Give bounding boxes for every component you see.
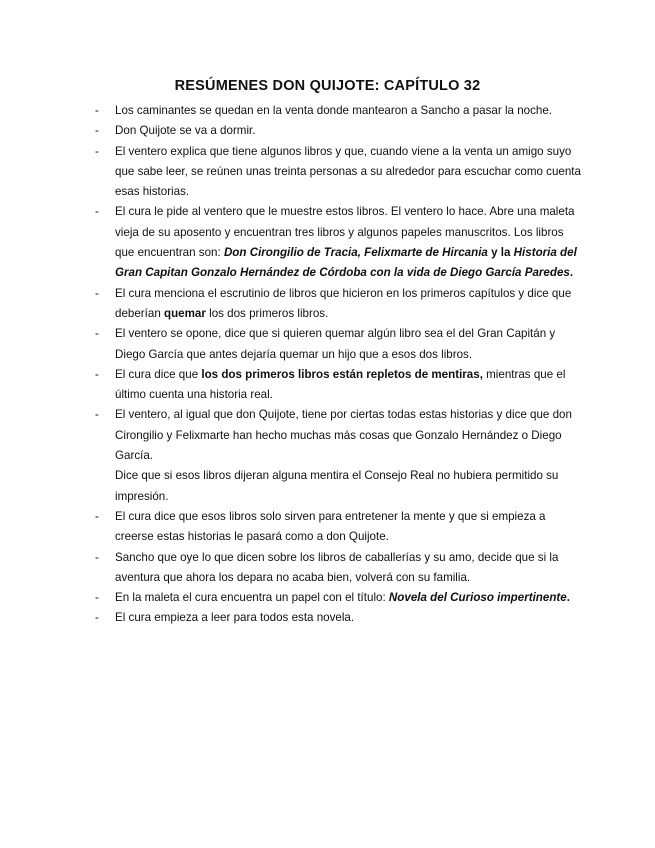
item-text — [115, 588, 585, 608]
bullet-dash: - — [95, 509, 99, 523]
item-text-plain: El cura le pide al ventero que le muestre estos libros. El ventero lo hace. Abre una maleta vieja de su aposento y encuentran tres libros y algunos papeles manuscritos. Los libros que encuentran son: — [115, 205, 575, 260]
page-title: RESÚMENES DON QUIJOTE: CAPÍTULO 32 — [174, 78, 481, 94]
list-item — [95, 365, 585, 406]
item-text-bold: . — [566, 591, 570, 605]
item-text — [115, 202, 585, 283]
item-text-plain: En la maleta el cura encuentra un papel con el título: — [115, 591, 389, 605]
book-title-emphasis: Historia del Gran Capitan Gonzalo Hernández de Córdoba con la vida de Diego García Paredes — [115, 246, 577, 280]
item-text-bold: quemar — [164, 306, 206, 320]
item-text-bold: y la — [487, 246, 514, 260]
item-text — [115, 365, 585, 406]
item-text: El ventero se opone, dice que si quieren quemar algún libro sea el del Gran Capitán y Diego García que antes dejaría quemar un hijo que a esos dos libros. — [115, 327, 556, 361]
summary-list — [95, 101, 585, 629]
list-item — [95, 608, 585, 628]
bullet-dash: - — [95, 104, 99, 117]
item-text: Sancho que oye lo que dicen sobre los libros de caballerías y su amo, decide que si la aventura que ahora los depara no acaba bien, volverá con su familia. — [115, 550, 559, 584]
list-item — [95, 121, 585, 141]
list-item — [95, 142, 585, 203]
bullet-dash: - — [95, 611, 99, 625]
item-text — [115, 405, 585, 506]
list-item — [95, 284, 585, 325]
bullet-dash: - — [95, 591, 99, 605]
item-text — [115, 284, 585, 325]
item-text-plain: los dos primeros libros. — [205, 306, 329, 320]
bullet-dash: - — [95, 144, 99, 158]
item-text: El ventero explica que tiene algunos libros y que, cuando viene a la venta un amigo suyo que sabe leer, se reúnen unas treinta personas a su alrededor para escuchar como cuenta esas historias. — [115, 144, 581, 199]
list-item — [95, 405, 585, 506]
bullet-dash: - — [95, 327, 99, 341]
bullet-dash: - — [95, 408, 99, 422]
item-text: Los caminantes se quedan en la venta donde mantearon a Sancho a pasar la noche. — [115, 104, 553, 117]
item-text: El cura dice que esos libros solo sirven para entretener la mente y que si empieza a creerse estas historias le pasará como a don Quijote. — [115, 509, 546, 544]
list-item — [95, 101, 585, 121]
bullet-dash: - — [95, 286, 99, 300]
bullet-dash: - — [95, 367, 99, 381]
list-item — [95, 507, 585, 548]
item-text-plain: mientras que el último cuenta una historia real. — [115, 367, 566, 402]
list-item — [95, 548, 585, 589]
book-titles-emphasis: Don Cirongilio de Tracia, Felixmarte de Hircania — [223, 246, 488, 260]
list-item — [95, 588, 585, 608]
item-text-plain: El cura menciona el escrutinio de libros que hicieron en los primeros capítulos y dice que deberían — [115, 286, 572, 320]
bullet-dash: - — [95, 205, 99, 219]
item-text-bold: los dos primeros libros están repletos de mentiras, — [201, 367, 483, 381]
item-paragraph: Dice que si esos libros dijeran alguna mentira el Consejo Real no hubiera permitido su impresión. — [115, 469, 559, 503]
item-text-plain: El cura dice que — [115, 367, 202, 381]
item-paragraph: El ventero, al igual que don Quijote, tiene por ciertas todas estas historias y dice que don Cirongilio y Felixmarte han hecho muchas más cosas que Gonzalo Hernández o Diego García. — [115, 408, 572, 463]
item-text: El cura empieza a leer para todos esta novela. — [115, 611, 355, 625]
book-title-emphasis: Novela del Curioso impertinente — [388, 591, 567, 605]
item-text: Don Quijote se va a dormir. — [115, 124, 256, 138]
list-item — [95, 324, 585, 365]
bullet-dash: - — [95, 124, 99, 138]
item-text-bold: . — [569, 266, 574, 280]
list-item — [95, 202, 585, 283]
bullet-dash: - — [95, 550, 99, 564]
